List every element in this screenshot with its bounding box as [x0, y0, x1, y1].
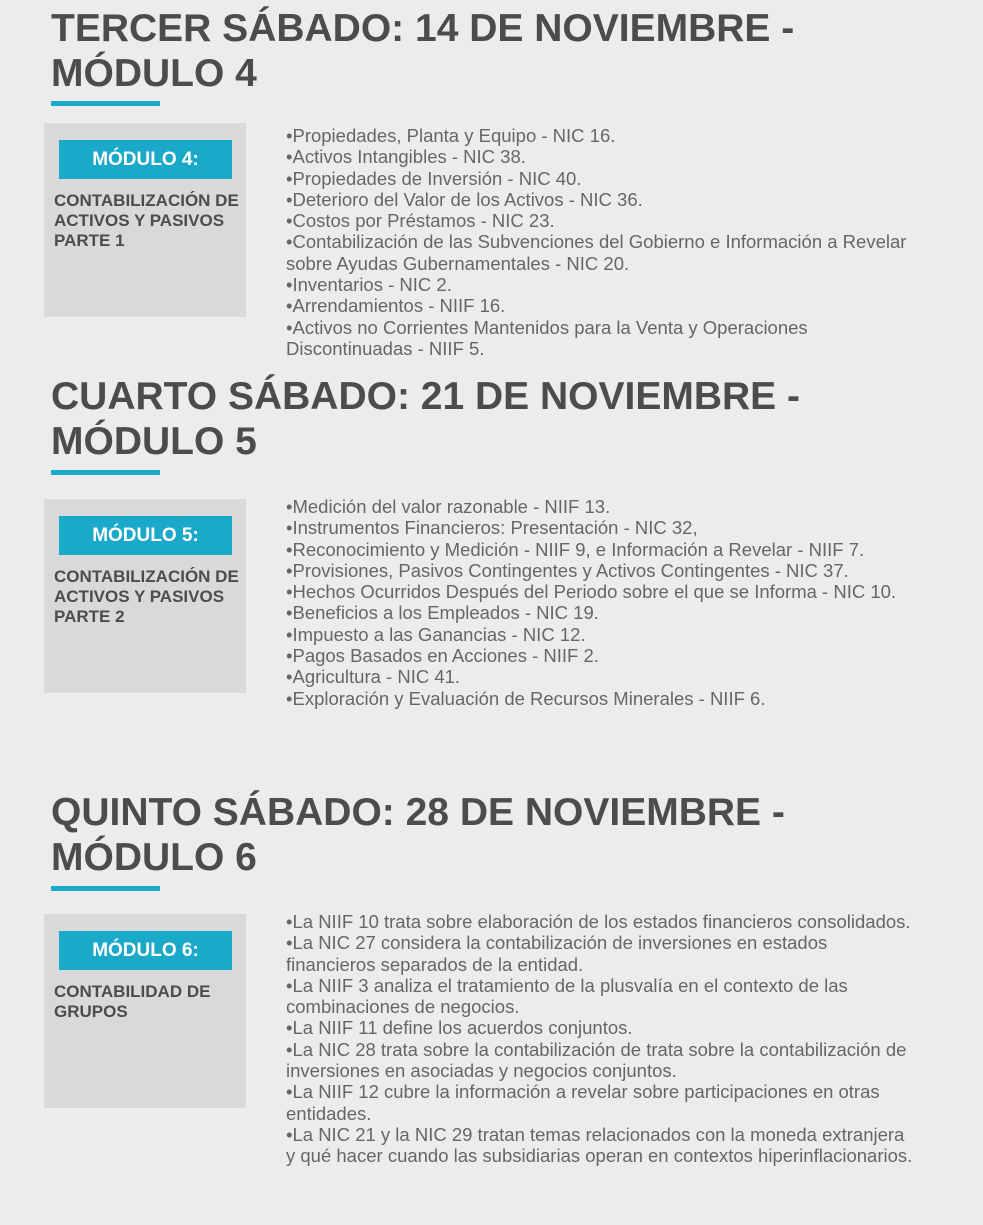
list-item: •Activos no Corrientes Mantenidos para la Venta y Operaciones Discontinuadas - NIIF 5.	[286, 316, 808, 359]
section-title-line1: CUARTO SÁBADO: 21 DE NOVIEMBRE -	[51, 375, 801, 418]
list-item: •Instrumentos Financieros: Presentación - NIC 32,	[286, 517, 698, 539]
list-item: •Costos por Préstamos - NIC 23.	[286, 210, 555, 232]
module-badge: MÓDULO 6:	[59, 931, 232, 970]
list-item: •La NIIF 3 analiza el tratamiento de la plusvalía en el contexto de las combinaciones de negocios.	[286, 974, 848, 1018]
module-card	[44, 123, 246, 317]
title-underline	[51, 101, 160, 106]
list-item: •La NIC 27 considera la contabilización de inversiones en estados financieros separados de la entidad.	[286, 932, 828, 975]
list-item: •Provisiones, Pasivos Contingentes y Activos Contingentes - NIC 37.	[286, 559, 849, 581]
list-item: •Reconocimiento y Medición - NIIF 9, e Información a Revelar - NIIF 7.	[286, 538, 865, 560]
list-item: •Arrendamientos - NIIF 16.	[286, 295, 506, 317]
list-item: •Hechos Ocurridos Después del Periodo sobre el que se Informa - NIC 10.	[286, 581, 897, 603]
topic-list	[286, 911, 916, 1167]
list-item: •Contabilización de las Subvenciones del Gobierno e Información a Revelar sobre Ayudas Gubernamentales - NIC 20.	[286, 231, 907, 274]
list-item: •Propiedades, Planta y Equipo - NIC 16.	[286, 125, 616, 146]
module-description: CONTABILIDAD DE GRUPOS	[54, 982, 211, 1021]
module-description: CONTABILIZACIÓN DE ACTIVOS Y PASIVOS PARTE 1	[54, 191, 239, 250]
list-item: •Inventarios - NIC 2.	[286, 274, 452, 296]
list-item: •Beneficios a los Empleados - NIC 19.	[286, 602, 599, 624]
module-card	[44, 499, 246, 693]
title-underline	[51, 886, 160, 891]
module-card	[44, 914, 246, 1108]
topic-list	[286, 125, 916, 359]
list-item: •Agricultura - NIC 41.	[286, 666, 461, 688]
list-item: •Propiedades de Inversión - NIC 40.	[286, 167, 582, 189]
list-item: •La NIC 21 y la NIC 29 tratan temas relacionados con la moneda extranjera y qué hacer cuando las subsidiarias operan en contextos hiperinflacionarios.	[286, 1123, 913, 1167]
list-item: •La NIC 28 trata sobre la contabilización de trata sobre la contabilización de inversiones en asociadas y negocios conjuntos.	[286, 1038, 907, 1082]
module-badge: MÓDULO 5:	[59, 516, 232, 555]
list-item: •La NIIF 11 define los acuerdos conjuntos.	[286, 1017, 633, 1039]
list-item: •Activos Intangibles - NIC 38.	[286, 146, 526, 168]
module-badge: MÓDULO 4:	[59, 140, 232, 179]
title-underline	[51, 470, 160, 475]
section-title-line2: MÓDULO 5	[51, 420, 257, 463]
section-title-line1: QUINTO SÁBADO: 28 DE NOVIEMBRE -	[51, 791, 785, 834]
list-item: •Deterioro del Valor de los Activos - NIC 36.	[286, 188, 643, 210]
list-item: •La NIIF 10 trata sobre elaboración de los estados financieros consolidados.	[286, 911, 911, 932]
list-item: •La NIIF 12 cubre la información a revelar sobre participaciones en otras entidades.	[286, 1081, 880, 1124]
list-item: •Pagos Basados en Acciones - NIIF 2.	[286, 645, 599, 667]
module-description: CONTABILIZACIÓN DE ACTIVOS Y PASIVOS PARTE 2	[54, 567, 239, 626]
section-title-line2: MÓDULO 4	[51, 52, 257, 95]
list-item: •Medición del valor razonable - NIIF 13.	[286, 496, 611, 517]
topic-list	[286, 496, 916, 709]
section-title-line2: MÓDULO 6	[51, 836, 257, 879]
list-item: •Exploración y Evaluación de Recursos Minerales - NIIF 6.	[286, 687, 766, 709]
section-title-line1: TERCER SÁBADO: 14 DE NOVIEMBRE -	[51, 7, 795, 50]
list-item: •Impuesto a las Ganancias - NIC 12.	[286, 623, 586, 645]
